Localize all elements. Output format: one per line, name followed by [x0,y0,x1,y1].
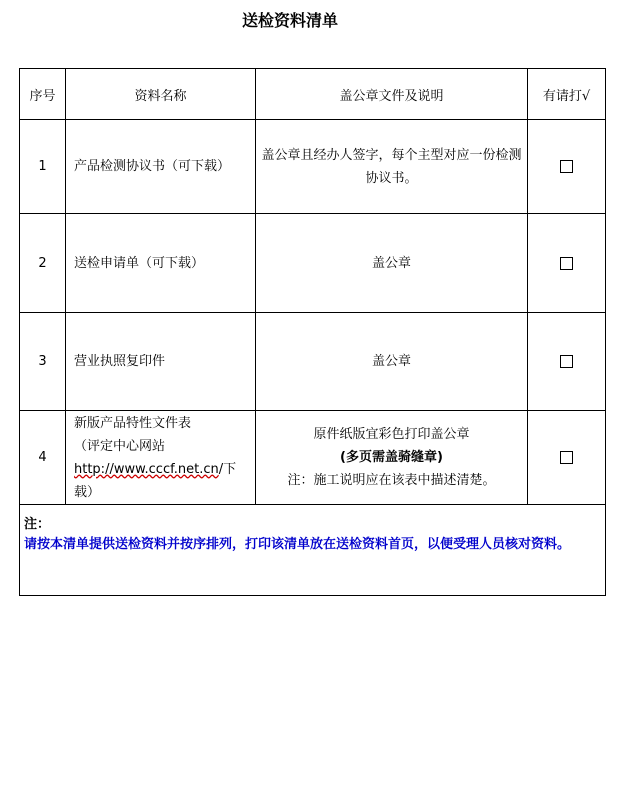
row-check-cell [528,214,606,313]
row-index: 3 [20,313,66,411]
row-desc: 盖公章且经办人签字，每个主型对应一份检测协议书。 [256,120,528,214]
row-name-line1: 新版产品特性文件表 [74,415,192,431]
note-row [20,505,606,596]
row-desc-line3: 注：施工说明应在该表中描述清楚。 [287,473,496,488]
row-check-cell [528,313,606,411]
row-name-tail: /下载） [74,461,237,500]
header-check: 有请打√ [528,69,606,120]
note-text: 请按本清单提供送检资料并按序排列，打印该清单放在送检资料首页，以便受理人员核对资料。 [24,537,571,552]
row-name: 产品检测协议书（可下载） [66,120,256,214]
checkbox[interactable] [560,160,573,173]
row-name-line3 [74,458,255,504]
row-check-cell [528,411,606,505]
row-index: 2 [20,214,66,313]
row-desc-line2: (多页需盖骑缝章) [340,450,443,465]
note-cell [20,505,606,596]
header-name: 资料名称 [66,69,256,120]
page-title: 送检资料清单 [241,11,338,30]
row-name [66,411,256,505]
note-label: 注： [24,517,51,532]
checklist-table [19,68,606,596]
table-row [20,411,606,505]
row-name-line2: （评定中心网站 [74,438,166,454]
row-desc: 盖公章 [256,214,528,313]
website-link[interactable]: http://www.cccf.net.cn [74,461,219,477]
row-desc [256,411,528,505]
table-row [20,313,606,411]
header-desc: 盖公章文件及说明 [256,69,528,120]
row-index: 4 [20,411,66,505]
header-row [20,69,606,120]
row-name: 营业执照复印件 [66,313,256,411]
table-row [20,214,606,313]
header-index: 序号 [20,69,66,120]
row-index: 1 [20,120,66,214]
row-check-cell [528,120,606,214]
row-name: 送检申请单（可下载） [66,214,256,313]
checkbox[interactable] [560,451,573,464]
table-row [20,120,606,214]
checkbox[interactable] [560,355,573,368]
row-desc-line1: 原件纸版宜彩色打印盖公章 [313,427,470,442]
checkbox[interactable] [560,257,573,270]
row-desc: 盖公章 [256,313,528,411]
